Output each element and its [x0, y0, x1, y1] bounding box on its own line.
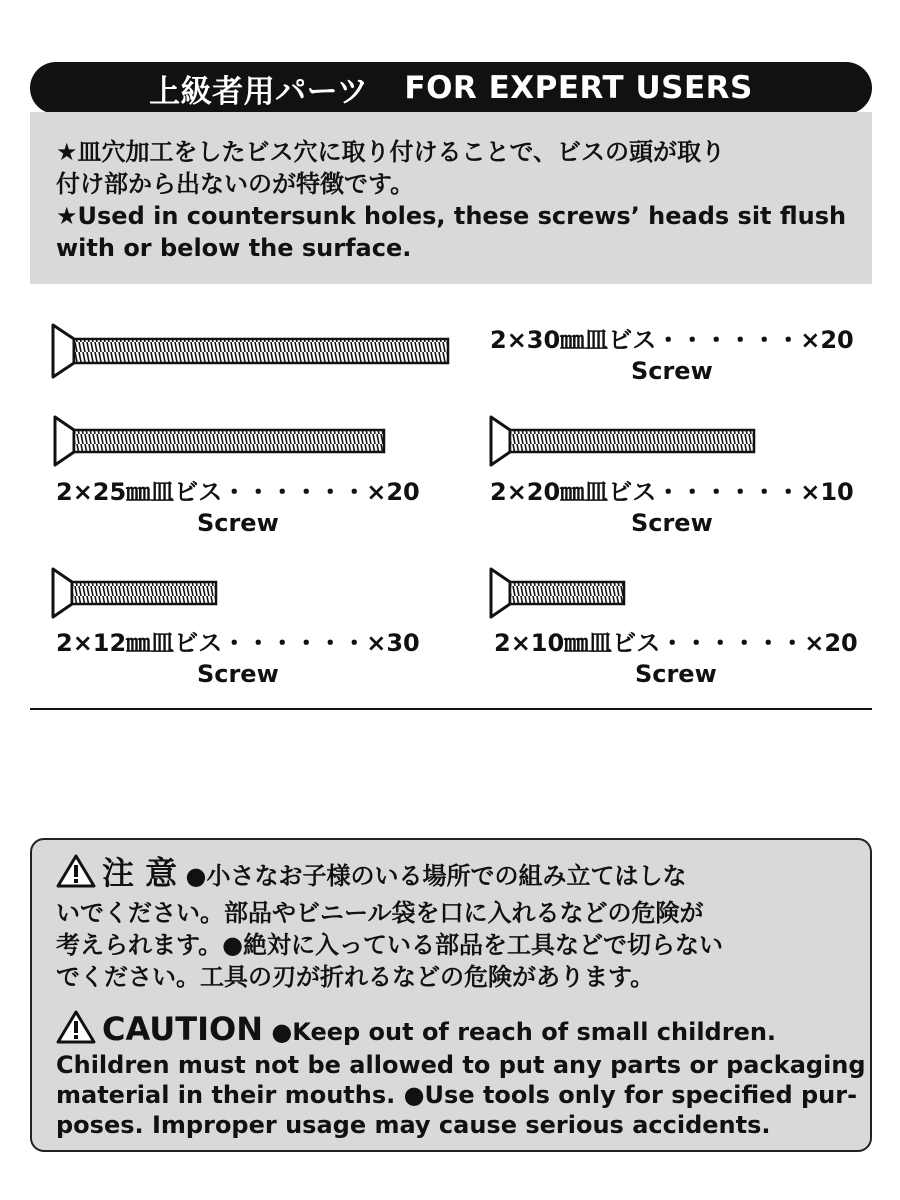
- part-label-10mm: [494, 627, 858, 689]
- description-box: [30, 112, 872, 284]
- part-name-20mm: Screw: [630, 509, 713, 537]
- section-divider: [30, 708, 872, 710]
- caution-en-title: CAUTION: [102, 1010, 263, 1048]
- description-en-line-1: ★Used in countersunk holes, these screws’ heads sit flush: [56, 202, 847, 230]
- description-jp-line-2: 付け部から出ないのが特徴です。: [56, 170, 415, 198]
- caution-jp-title: 注 意: [102, 854, 178, 892]
- part-name-10mm: Screw: [634, 660, 717, 688]
- part-label-20mm: [490, 476, 854, 538]
- caution-jp-line-4: でください。工具の刃が折れるなどの危険があります。: [56, 963, 655, 991]
- part-label-12mm: [56, 627, 420, 689]
- screw-20mm-illustration: [488, 414, 758, 468]
- screw-30mm-illustration: [50, 322, 452, 380]
- description-en-line-2: with or below the surface.: [56, 234, 412, 262]
- caution-en-line-3: material in their mouths. ●Use tools only for specified pur-: [56, 1081, 858, 1109]
- part-label-20mm-text: 2×20㎜皿ビス・・・・・・×10: [490, 478, 854, 506]
- part-name-25mm: Screw: [196, 509, 279, 537]
- part-label-25mm: [56, 476, 420, 538]
- part-label-30mm: [490, 324, 854, 386]
- description-jp-line-1: ★皿穴加工をしたビス穴に取り付けることで、ビスの頭が取り: [56, 138, 726, 166]
- part-label-12mm-text: 2×12㎜皿ビス・・・・・・×30: [56, 629, 420, 657]
- caution-jp-line-2: いでください。部品やビニール袋を口に入れるなどの危険が: [56, 899, 704, 927]
- caution-jp-text-1: ●小さなお子様のいる場所での組み立てはしな: [185, 862, 687, 890]
- header-title-jp: 上級者用パーツ: [149, 73, 369, 110]
- header-title-en: FOR EXPERT USERS: [404, 70, 753, 106]
- caution-en-line-2: Children must not be allowed to put any parts or packaging: [56, 1051, 866, 1079]
- caution-en-line-1: [56, 1010, 776, 1047]
- part-name-12mm: Screw: [196, 660, 279, 688]
- part-label-10mm-text: 2×10㎜皿ビス・・・・・・×20: [494, 629, 858, 657]
- caution-en-line-4: poses. Improper usage may cause serious accidents.: [56, 1111, 771, 1139]
- screw-12mm-illustration: [50, 566, 220, 620]
- expert-users-header: [30, 62, 872, 114]
- caution-en-text-1: ●Keep out of reach of small children.: [271, 1018, 777, 1046]
- part-label-30mm-text: 2×30㎜皿ビス・・・・・・×20: [490, 326, 854, 354]
- caution-jp-line-1: [56, 854, 686, 891]
- caution-jp-line-3: 考えられます。●絶対に入っている部品を工具などで切らない: [56, 931, 724, 959]
- caution-box: [30, 838, 872, 1152]
- warning-triangle-icon-en: [56, 1010, 96, 1044]
- part-label-25mm-text: 2×25㎜皿ビス・・・・・・×20: [56, 478, 420, 506]
- screw-10mm-illustration: [488, 566, 628, 620]
- part-name-30mm: Screw: [630, 357, 713, 385]
- warning-triangle-icon: [56, 854, 96, 888]
- screw-25mm-illustration: [52, 414, 388, 468]
